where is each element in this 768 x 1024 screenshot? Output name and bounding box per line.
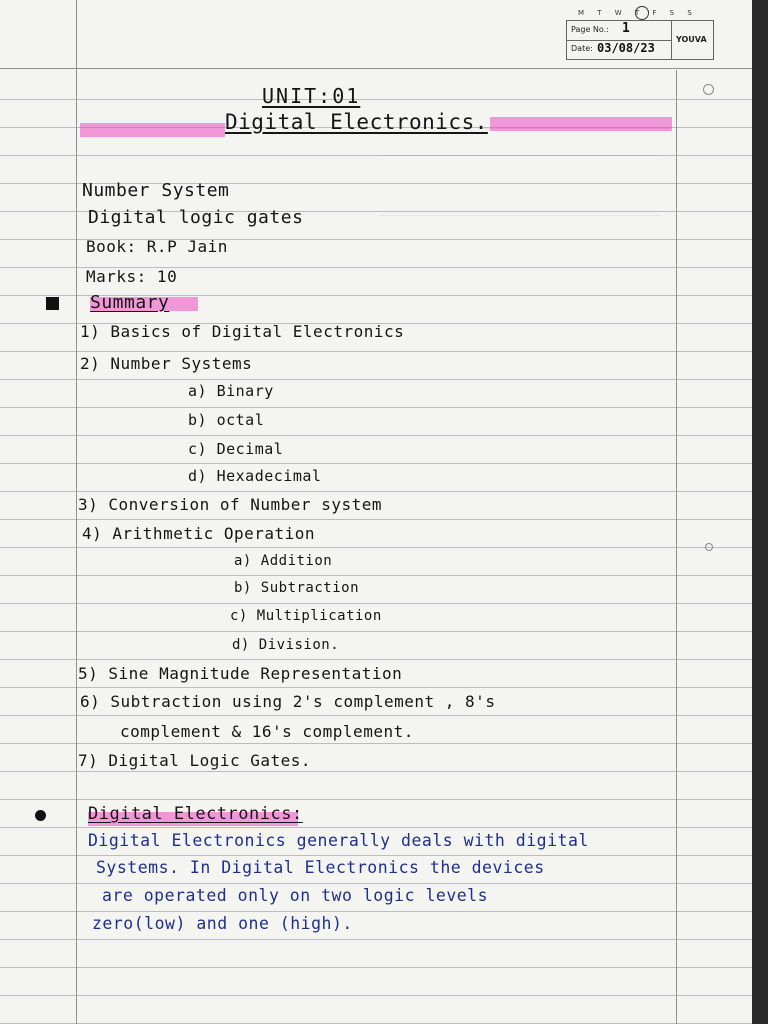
intro-line: Marks: 10 — [86, 267, 178, 286]
summary-subitem: b) Subtraction — [234, 580, 360, 596]
margin-dot-icon — [705, 543, 713, 551]
summary-subitem: d) Hexadecimal — [188, 467, 322, 485]
section-heading: Digital Electronics: — [88, 804, 303, 824]
summary-subitem: a) Addition — [234, 553, 333, 569]
section-body-line: zero(low) and one (high). — [92, 914, 353, 933]
section-body-line: Systems. In Digital Electronics the devices — [96, 858, 545, 877]
section-body-line: Digital Electronics generally deals with digital — [88, 831, 589, 850]
summary-subitem: b) octal — [188, 411, 265, 429]
bleed-through-mark — [380, 215, 660, 224]
summary-item-continued: complement & 16's complement. — [120, 722, 414, 741]
summary-item: 7) Digital Logic Gates. — [78, 751, 312, 770]
summary-item: 4) Arithmetic Operation — [82, 524, 316, 543]
summary-subitem: a) Binary — [188, 382, 274, 400]
left-margin-line — [76, 0, 77, 1024]
weekday-circle-icon — [635, 6, 649, 20]
box-divider — [671, 21, 672, 59]
right-margin-line — [676, 70, 677, 1024]
weekday-strip: M T W T F S S — [578, 9, 693, 17]
margin-circle-icon — [703, 84, 714, 95]
section-body-line: are operated only on two logic levels — [102, 886, 489, 905]
summary-subitem: c) Multiplication — [230, 608, 382, 624]
highlight-mark — [490, 117, 672, 131]
summary-item: 2) Number Systems — [80, 354, 253, 373]
intro-line: Number System — [82, 180, 230, 201]
date-label: Date: — [571, 44, 593, 53]
intro-line: Book: R.P Jain — [86, 237, 228, 256]
summary-subitem: d) Division. — [232, 637, 340, 653]
highlight-mark — [80, 123, 225, 137]
summary-subitem: c) Decimal — [188, 440, 284, 458]
summary-item: 6) Subtraction using 2's complement , 8's — [80, 692, 496, 711]
date-value: 03/08/23 — [597, 41, 655, 55]
header-rule — [0, 68, 752, 69]
notebook-brand: YOUVA — [676, 35, 707, 44]
summary-heading: Summary — [90, 292, 170, 313]
subject-title: Digital Electronics. — [225, 110, 488, 134]
square-bullet-icon — [46, 297, 59, 310]
summary-item: 3) Conversion of Number system — [78, 495, 382, 514]
summary-item: 1) Basics of Digital Electronics — [80, 322, 405, 341]
summary-item: 5) Sine Magnitude Representation — [78, 664, 403, 683]
intro-line: Digital logic gates — [88, 207, 304, 228]
round-bullet-icon — [35, 810, 46, 821]
page-no-value: 1 — [622, 21, 630, 36]
page-no-label: Page No.: — [571, 25, 609, 34]
unit-title: UNIT:01 — [262, 84, 361, 108]
bleed-through-mark — [380, 155, 660, 164]
